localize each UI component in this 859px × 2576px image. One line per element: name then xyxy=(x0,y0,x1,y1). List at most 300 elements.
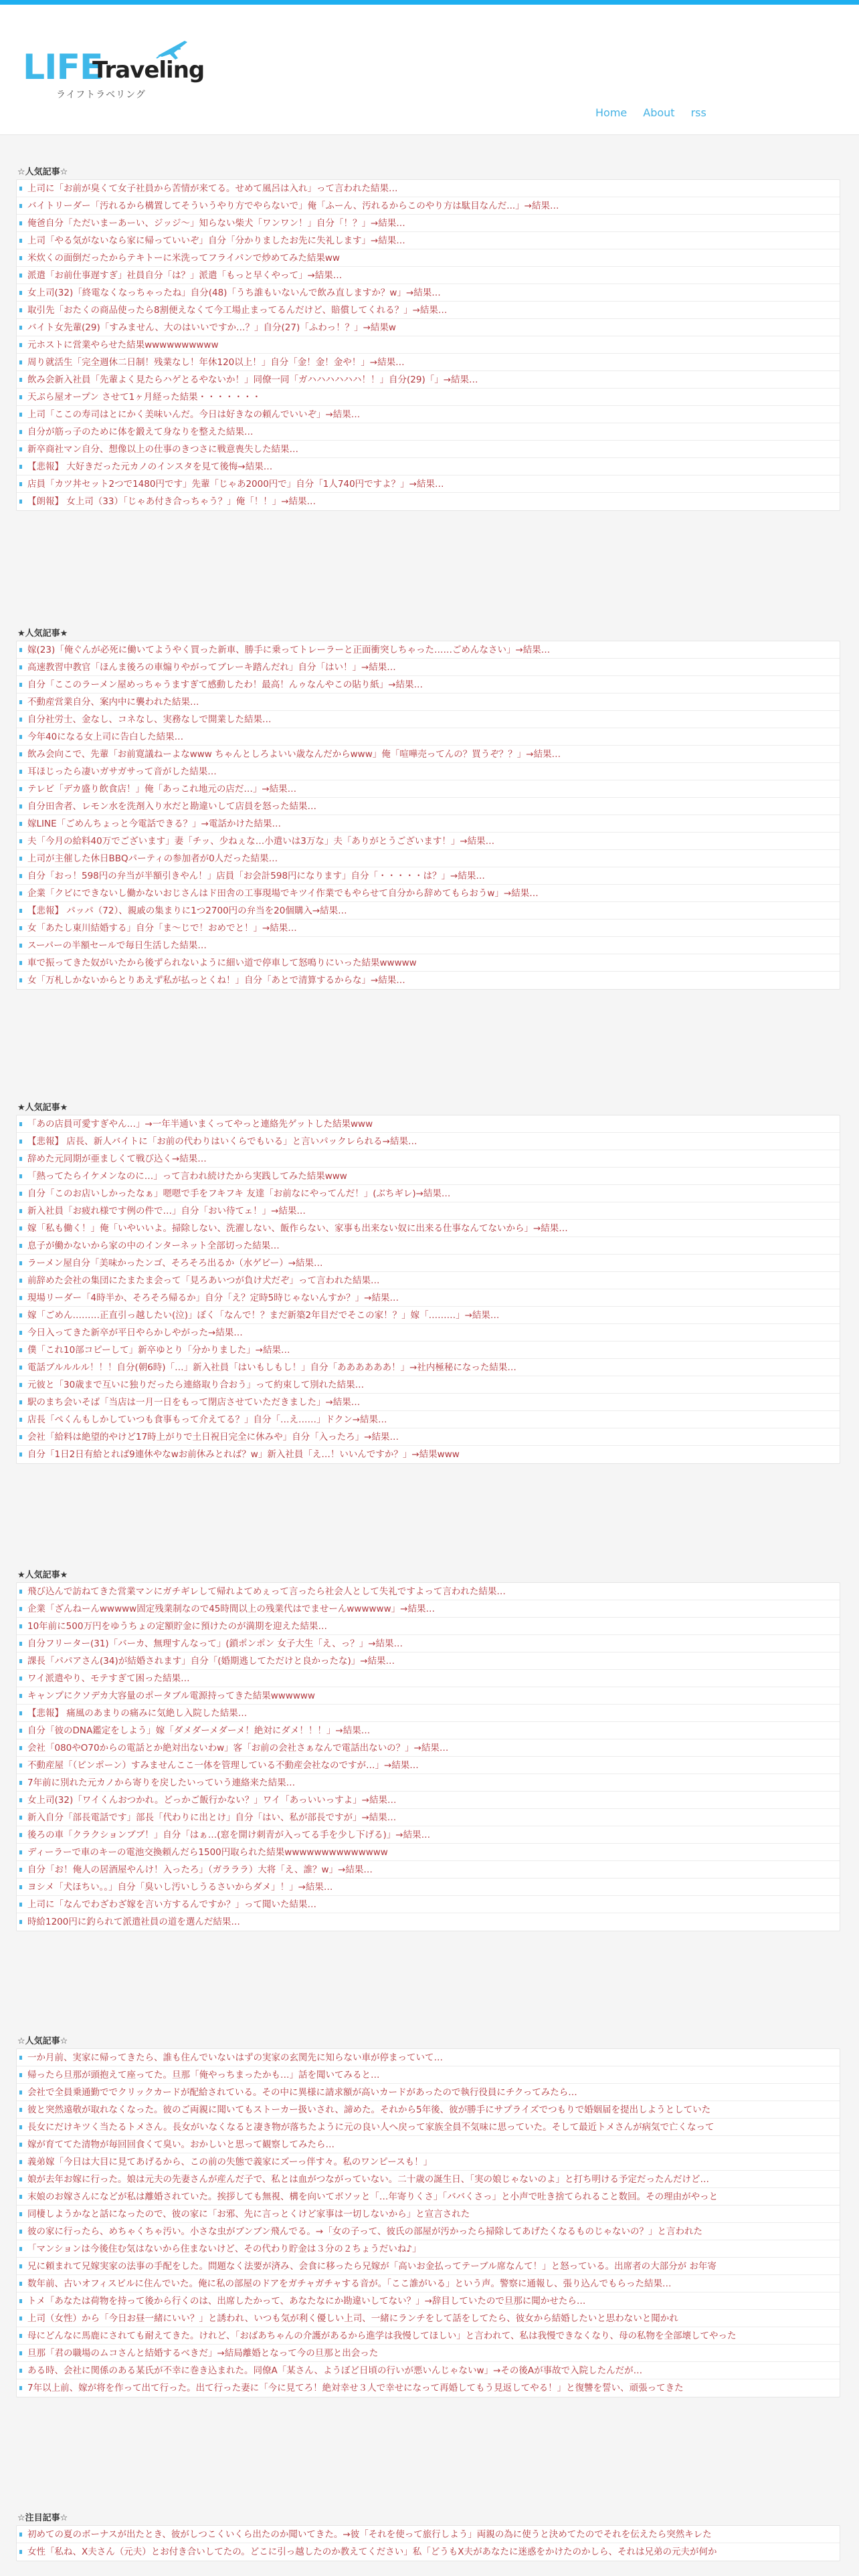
article-link[interactable]: トメ「あなたは荷物を持って後から行くのは、出席したかって、あなたなにか勘違いしてない？」→辞目していたので旦那に聞かせたら… xyxy=(27,2296,586,2306)
article-link[interactable]: 新卒商社マン自分、想像以上の仕事のきつさに戦意喪失した結果… xyxy=(27,444,298,455)
article-link[interactable]: 前辞めた会社の集団にたまたま会って「見ろあいつが負け犬だぞ」って言われた結果… xyxy=(27,1275,380,1286)
list-item xyxy=(17,1722,840,1739)
article-link[interactable]: 10年前に500万円をゆうちょの定額貯金に預けたのが満期を迎えた結果… xyxy=(27,1621,327,1632)
article-link[interactable]: 義弟嫁「今日は大目に見てあげるから、この前の失態で義家にズーっ伴す々。私のワンピースも！」 xyxy=(27,2157,433,2167)
bullet-marker-icon xyxy=(19,1400,22,1404)
bullet-marker-icon xyxy=(19,1868,22,1872)
bullet-marker-icon xyxy=(19,2177,22,2181)
bullet-marker-icon xyxy=(19,2073,22,2077)
article-link[interactable]: 駅のまち会いそば「当店は一月一日をもって閉店させていただきました」→結果… xyxy=(27,1397,361,1408)
article-link[interactable]: ワイ派遣やり、モテすぎて困った結果… xyxy=(27,1673,190,1684)
bullet-marker-icon xyxy=(19,1331,22,1335)
article-link[interactable]: 飲み会向こで、先輩「お前寛議ねーよなwww ちゃんとしろよいい歳なんだからwww」俺「喧嘩売ってんの？買うぞ？？」→結果… xyxy=(27,749,561,760)
list-item xyxy=(17,1757,840,1774)
article-link[interactable]: バイトリーダー「汚れるから構置してそういうやり方でやらないで」俺「ふーん、汚れるからこのやり方は駄目なんだ...」→結果… xyxy=(27,201,559,211)
article-link[interactable]: 一か月前、実家に帰ってきたら、誰も住んでいないはずの実家の玄関先に知らない車が停まっていて… xyxy=(27,2052,443,2063)
list-item xyxy=(17,336,840,354)
article-link[interactable]: 「マンションは今後住む気はないから住まないけど、その代わり貯金は３分の２ちょうだいね♪」 xyxy=(27,2244,421,2254)
article-link[interactable]: 元ホストに営業やらせた結果wwwwwwwwww xyxy=(27,340,219,350)
list-item xyxy=(17,1826,840,1844)
list-item xyxy=(17,493,840,510)
article-link[interactable]: 上司「やる気がないなら家に帰っていいぞ」自分「分かりましたお先に失礼します」→結果… xyxy=(27,235,405,246)
list-item xyxy=(17,2345,840,2362)
list-item xyxy=(17,180,840,197)
article-link[interactable]: 俺爸自分「ただいまーあーい、ジッジ～」知らない柴犬「ワンワン！」自分「！？」→結果… xyxy=(27,218,405,229)
article-link[interactable]: 高速教習中教官「ほんま後ろの車煽りやがってブレーキ踏んだれ」自分「はい！」→結果… xyxy=(27,662,396,673)
bullet-marker-icon xyxy=(19,718,22,722)
article-link[interactable]: 会社「080やO70からの電話とか絶対出ないわw」客「お前の会社さぁなんで電話出ないの？」→結果… xyxy=(27,1743,449,1753)
article-link[interactable]: 今年40になる女上司に告白した結果… xyxy=(27,732,184,742)
list-item xyxy=(17,833,840,850)
list-item xyxy=(17,2526,840,2543)
bullet-marker-icon xyxy=(19,2108,22,2112)
bullet-marker-icon xyxy=(19,2334,22,2338)
bullet-marker-icon xyxy=(19,1174,22,1178)
article-link[interactable]: 元彼と「30歳まで互いに独りだったら連絡取り合おう」って約束して別れた結果… xyxy=(27,1380,365,1390)
list-item xyxy=(17,2258,840,2275)
bullet-marker-icon xyxy=(19,1453,22,1457)
article-link[interactable]: 嫁「ごめん………正直引っ越したい(泣)」ぼく「なんで！？まだ新築2年目だでそこの家！？」嫁「………」→結果… xyxy=(27,1310,500,1321)
list-item xyxy=(17,1394,840,1411)
article-link[interactable]: 旦那「君の職場のムコさんと結婚するべきだ」→結局離婚となって今の旦那と出会った xyxy=(27,2348,379,2359)
article-link[interactable]: 時給1200円に釣られて派遣社員の道を選んだ結果… xyxy=(27,1917,240,1927)
bullet-marker-icon xyxy=(19,1624,22,1628)
bullet-marker-icon xyxy=(19,665,22,669)
list-item xyxy=(17,2049,840,2066)
list-item xyxy=(17,1150,840,1168)
bullet-marker-icon xyxy=(19,839,22,843)
list-item xyxy=(17,850,840,867)
list-item xyxy=(17,693,840,711)
article-link[interactable]: 自分田舎者、レモン水を洗剤入り水だと勘違いして店員を怒った結果… xyxy=(27,801,316,812)
list-item xyxy=(17,1428,840,1446)
section-title: ☆人気記事☆ xyxy=(17,2036,68,2046)
bullet-marker-icon xyxy=(19,256,22,260)
bullet-marker-icon xyxy=(19,909,22,913)
list-item xyxy=(17,763,840,780)
bullet-marker-icon xyxy=(19,221,22,225)
bullet-marker-icon xyxy=(19,413,22,417)
list-item xyxy=(17,1618,840,1635)
article-link[interactable]: 電話ブルルルル！！！自分(朝6時)「…」新入社員「はいもしもし！」自分「ああああああ！」→社内極秘になった結果… xyxy=(27,1362,516,1373)
article-link[interactable]: 末娘のお嫁さんになどが私は離婚されていた。挨拶しても無視、構を向いてボソッと「…年寄りくさ」「ババくさっ」と小声で吐き捨てられること数回。その理由がやっと xyxy=(27,2191,719,2202)
list-item xyxy=(17,1376,840,1394)
bullet-marker-icon xyxy=(19,891,22,895)
bullet-marker-icon xyxy=(19,1348,22,1352)
nav-home[interactable]: Home xyxy=(595,106,628,119)
bullet-marker-icon xyxy=(19,2264,22,2268)
article-link[interactable]: 「あの店員可愛すぎやん…」→一年半通いまくってやっと連絡先ゲットした結果www xyxy=(27,1119,373,1130)
article-link[interactable]: 上司に「お前が臭くて女子社員から苦情が来てる。せめて風呂は入れ」って言われた結果… xyxy=(27,183,398,194)
article-link[interactable]: 店長「ぺくんもしかしていつも食事もって介えてる？」自分「…え……」ドクン→結果… xyxy=(27,1414,387,1425)
list-item xyxy=(17,2327,840,2345)
article-link[interactable]: 自分「このお店いしかったなぁ」嗯嗯で手をフキフキ 友達「お前なにやってんだ！」(ぶちギレ)→結果… xyxy=(27,1188,451,1199)
list-item xyxy=(17,1115,840,1133)
list-item xyxy=(17,1896,840,1913)
list-item xyxy=(17,458,840,475)
bullet-marker-icon xyxy=(19,804,22,809)
bullet-marker-icon xyxy=(19,1642,22,1646)
article-link[interactable]: 不動産営業自分、案内中に襲われた結果… xyxy=(27,697,199,708)
list-item xyxy=(17,1411,840,1428)
bullet-marker-icon xyxy=(19,2282,22,2286)
list-item xyxy=(17,1272,840,1289)
list-item xyxy=(17,2153,840,2171)
article-list-section xyxy=(16,641,840,990)
article-link[interactable]: ディーラーで車のキーの電池交換頼んだら1500円取られた結果wwwwwwwwwwwwww xyxy=(27,1847,388,1858)
article-link[interactable]: 彼の家に行ったら、めちゃくちゃ汚い。小さな虫がブンブン飛んでる。→「女の子って、彼氏の部屋が汚かったら掃除してあげたくなるものじゃないの？」と言われた xyxy=(27,2226,702,2237)
list-item xyxy=(17,2066,840,2084)
article-link[interactable]: 上司「ここの寿司はとにかく美味いんだ。今日は好きなの頼んでいいぞ」→結果… xyxy=(27,409,361,420)
list-item xyxy=(17,2136,840,2153)
list-item xyxy=(17,711,840,728)
section-title: ★人気記事★ xyxy=(17,1103,68,1113)
article-link[interactable]: 自分「彼のDNA鑑定をしよう」嫁「ダメダーメダーメ！絶対にダメ！！！」→結果… xyxy=(27,1725,371,1736)
list-item xyxy=(17,2171,840,2188)
main-nav xyxy=(595,105,706,121)
article-link[interactable]: 車で振ってきた奴がいたから後ずられないように細い道で停車して怒鳴りにいった結果wwwww xyxy=(27,958,417,968)
list-item xyxy=(17,780,840,798)
list-item xyxy=(17,2310,840,2327)
bullet-marker-icon xyxy=(19,500,22,504)
bullet-marker-icon xyxy=(19,1659,22,1663)
logo-subtitle: ライフトラベリング xyxy=(56,90,146,100)
article-link[interactable]: 「熱ってたらイケメンなのに…」って言われ続けたから実践してみた結果www xyxy=(27,1171,347,1182)
list-item xyxy=(17,1861,840,1879)
article-list-section xyxy=(16,1582,840,1931)
article-link[interactable]: 自分が筋っ子のために体を鍛えて身なりを整えた結果… xyxy=(27,427,254,437)
bullet-marker-icon xyxy=(19,944,22,948)
nav-rss[interactable]: rss xyxy=(690,106,706,119)
bullet-marker-icon xyxy=(19,1746,22,1750)
list-item xyxy=(17,249,840,267)
site-logo[interactable] xyxy=(23,35,205,102)
list-item xyxy=(17,2543,840,2561)
bullet-marker-icon xyxy=(19,1313,22,1317)
article-link[interactable]: 帰ったら旦那が頭抱えて座ってた。旦那「俺やっちまったかも…」話を聞いてみると… xyxy=(27,2070,380,2080)
bullet-marker-icon xyxy=(19,648,22,652)
article-link[interactable]: 自分「ここのラーメン屋めっちゃうますぎて感動したわ！最高！んゥなんやこの貼り紙」→結果… xyxy=(27,679,423,690)
article-list xyxy=(17,2049,840,2397)
article-link[interactable]: 会社「給料は絶望的やけど17時上がりで土日祝日完全に休みや」自分「入ったろ」→結果… xyxy=(27,1432,399,1442)
list-item xyxy=(17,215,840,232)
list-item xyxy=(17,2223,840,2240)
article-link[interactable]: 7年前に別れた元カノから寄りを戻したいっていう連絡来た結果… xyxy=(27,1778,296,1788)
article-link[interactable]: 新入社員「お疲れ様です例の件で…」自分「おい待てェ！」→結果… xyxy=(27,1206,306,1216)
bullet-marker-icon xyxy=(19,926,22,930)
list-item xyxy=(17,441,840,458)
bullet-marker-icon xyxy=(19,1192,22,1196)
article-link[interactable]: 不動産屋「（ピンポーン）すみませんここ一体を管理している不動産会社なのですが…」→結果… xyxy=(27,1760,419,1771)
bullet-marker-icon xyxy=(19,2090,22,2095)
bullet-marker-icon xyxy=(19,735,22,739)
list-item xyxy=(17,972,840,989)
article-link[interactable]: 自分フリーター(31)「バーカ、無理すんなって」(鎖ポンポン 女子大生「え、っ？」→結果… xyxy=(27,1638,403,1649)
bullet-marker-icon xyxy=(19,1140,22,1144)
list-item xyxy=(17,1739,840,1757)
list-item xyxy=(17,815,840,833)
article-link[interactable]: 嫁(23)「俺ぐんが必死に働いてようやく買った新車、勝手に乗ってトレーラーと正面衝突しちゃった……ごめんなさい」→結果… xyxy=(27,645,551,655)
list-item xyxy=(17,319,840,336)
list-item xyxy=(17,920,840,937)
article-link[interactable]: 女「あたし東川結婚する」自分「ま～じで！おめでと！」→結果… xyxy=(27,923,297,934)
bullet-marker-icon xyxy=(19,683,22,687)
article-link[interactable]: 【悲報】 パッパ（72）、親戚の集まりに1つ2700円の弁当を20個購入→結果… xyxy=(27,905,347,916)
list-item xyxy=(17,2084,840,2101)
bullet-marker-icon xyxy=(19,770,22,774)
bullet-marker-icon xyxy=(19,1296,22,1300)
bullet-marker-icon xyxy=(19,2247,22,2251)
list-item xyxy=(17,475,840,493)
list-item xyxy=(17,2362,840,2379)
article-link[interactable]: 上司に「なんでわざわざ嫁を言い方するんですか？」って聞いた結果… xyxy=(27,1899,316,1910)
article-link[interactable]: 店員「カツ丼セット2つで1480円です」先輩「じゃあ2000円で」自分「1人740円ですよ？」→結果… xyxy=(27,479,444,490)
bullet-marker-icon xyxy=(19,1590,22,1594)
bullet-marker-icon xyxy=(19,1226,22,1230)
list-item xyxy=(17,1652,840,1670)
article-link[interactable]: 女「万札しかないからとりあえず私が払っとくね！」自分「あとで清算するからな」→結果… xyxy=(27,975,405,986)
article-link[interactable]: 取引先「おたくの商品使ったら8割便えなくて今工場止まってるんだけど、賠償してくれる？」→結果… xyxy=(27,305,448,316)
article-link[interactable]: 新入自分「部長電話です」部長「代わりに出とけ」自分「はい、私が部長ですが」→結果… xyxy=(27,1812,397,1823)
bullet-marker-icon xyxy=(19,204,22,208)
article-link[interactable]: 自分社労士、金なし、コネなし、実務なしで開業した結果… xyxy=(27,714,272,725)
article-link[interactable]: 上司が主催した休日BBQパーティの参加者が0人だった結果… xyxy=(27,853,278,864)
bullet-marker-icon xyxy=(19,787,22,791)
article-link[interactable]: 今日入ってきた新卒が平日やらかしやがった→結果… xyxy=(27,1327,243,1338)
article-link[interactable]: 嫁「私も働く！」俺「いやいいよ。掃除しない、洗濯しない、飯作らない、家事も出来ない奴に出来る仕事なんてないから」→結果… xyxy=(27,1223,568,1234)
site-header xyxy=(0,5,859,135)
article-link[interactable]: 自分「おっ！598円の弁当が半額引きやん！」店員「お会計598円になります」自分「・・・・・は？」→結果… xyxy=(27,871,485,881)
bullet-marker-icon xyxy=(19,308,22,312)
bullet-marker-icon xyxy=(19,1833,22,1837)
list-item xyxy=(17,746,840,763)
section-title: ☆注目記事☆ xyxy=(17,2513,68,2523)
bullet-marker-icon xyxy=(19,1366,22,1370)
article-link[interactable]: バイト女先輩(29)「すみません、大のはいいですか…？」自分(27)「ふわっ！？」→結果w xyxy=(27,322,396,333)
article-link[interactable]: ヨシメ「犬ほちい。。」自分「臭いし汚いしうるさいからダメ」！」→結果… xyxy=(27,1882,333,1893)
article-link[interactable]: 彼と突然遠敬が取れなくなった。彼のご両親に聞いてもストーカー扱いされ、諦めた。それから5年後、彼が勝手にサプライズでつもりで婚姻届を提出しようとしていた xyxy=(27,2105,711,2115)
article-link[interactable]: 企業「ざんねーんwwwww固定残業制なので45時間以上の残業代はでませーんwwwwww」→結果… xyxy=(27,1604,435,1614)
list-item xyxy=(17,1792,840,1809)
article-link[interactable]: 【悲報】 店長、新人バイトに「お前の代わりはいくらでもいる」と言いパックレられる→結果… xyxy=(27,1136,417,1147)
article-link[interactable]: 辞めた元同期が亜ましくて戦び込く→結果… xyxy=(27,1154,207,1164)
list-item xyxy=(17,659,840,676)
article-list-section xyxy=(16,179,840,511)
article-link[interactable]: 【悲報】 大好きだった元カノのインスタを見て後悔→結果… xyxy=(27,461,273,472)
article-link[interactable]: 息子が働かないから家の中のインターネット全部切った結果… xyxy=(27,1241,280,1251)
list-item xyxy=(17,1324,840,1341)
article-link[interactable]: テレビ「デカ盛り飲食店！」俺「あっこれ地元の店だ…」→結果… xyxy=(27,784,297,794)
article-link[interactable]: スーパーの半額セールで毎日生活した結果… xyxy=(27,940,207,951)
bullet-marker-icon xyxy=(19,857,22,861)
article-link[interactable]: 【悲報】 痛風のあまりの痛みに気絶し入院した結果… xyxy=(27,1708,248,1719)
list-item xyxy=(17,1600,840,1618)
bullet-marker-icon xyxy=(19,2056,22,2060)
article-link[interactable]: 女上司(32)「ワイくんおつかれ。どっかご飯行かない？」ワイ「あっいいっすよ」→結果… xyxy=(27,1795,397,1806)
list-item xyxy=(17,232,840,249)
bullet-marker-icon xyxy=(19,1677,22,1681)
bullet-marker-icon xyxy=(19,1885,22,1889)
list-item xyxy=(17,1774,840,1792)
article-link[interactable]: 【朗報】 女上司（33）「じゃあ付き合っちゃう？」俺「！！」→結果… xyxy=(27,496,316,507)
bullet-marker-icon xyxy=(19,1729,22,1733)
bullet-marker-icon xyxy=(19,430,22,434)
article-link[interactable]: 長女にだけキツく当たるトメさん。長女がいなくなると凄き物が落ちたように元の良い人へ戻って家族全員不気味に思っていた。そして最近トメさんが病気で亡くなって xyxy=(27,2122,714,2133)
article-link[interactable]: 天ぷら屋オープン させて1ヶ月経った結果・・・・・・・ xyxy=(27,392,262,403)
bullet-marker-icon xyxy=(19,291,22,295)
list-item xyxy=(17,354,840,371)
bullet-marker-icon xyxy=(19,2160,22,2164)
list-item xyxy=(17,2379,840,2397)
bullet-marker-icon xyxy=(19,2386,22,2390)
list-item xyxy=(17,1255,840,1272)
list-item xyxy=(17,2119,840,2136)
article-link[interactable]: 女性「私ね、X夫さん（元夫）とお付き合いしてたの。どこに引っ越したのか教えてください」私「どうもX夫があなたに迷惑をかけたのかしら、それは兄弟の元夫が何か xyxy=(27,2547,717,2557)
section-title: ☆人気記事☆ xyxy=(17,167,68,177)
bullet-marker-icon xyxy=(19,1209,22,1213)
article-link[interactable]: 僕「これ10部コピーして」新卒ゆとり「分かりました」→結果… xyxy=(27,1345,290,1356)
article-link[interactable]: 自分「1日2日有給とれば9連休やなwお前休みとれば？w」新入社員「え…！いいんですか？」→結果www xyxy=(27,1449,460,1460)
article-link[interactable]: 夫「今月の給料40万でございます」妻「チッ、少ねぇな…小遣いは3万な」夫「ありがとうございます！」→結果… xyxy=(27,836,495,847)
list-item xyxy=(17,1913,840,1931)
bullet-marker-icon xyxy=(19,343,22,347)
article-link[interactable]: 女上司(32)「終電なくなっちゃったね」自分(48)「うち誰もいないんで飲み直しますか？w」→結果… xyxy=(27,288,441,298)
article-link[interactable]: 自分「お！俺人の居酒屋やんけ！入ったろ」（ガラララ）大将「え、誰？w」→結果… xyxy=(27,1864,373,1875)
bullet-marker-icon xyxy=(19,961,22,965)
article-link[interactable]: 現場リーダー「4時半か、そろそろ帰るか」自分「え？定時5時じゃないんすか？」→結果… xyxy=(27,1293,399,1303)
bullet-marker-icon xyxy=(19,1435,22,1439)
list-item xyxy=(17,406,840,423)
bullet-marker-icon xyxy=(19,822,22,826)
article-link[interactable]: ある時、会社に関係のある某氏が不幸に巻き込まれた。同僚A「某さん、ようぼど日頃の行いが悪いんじゃないw」→その後Aが事故で入院したんだが… xyxy=(27,2365,643,2376)
list-item xyxy=(17,798,840,815)
article-link[interactable]: 企業「クビにできないし働かないおじさんはド田舎の工事現場でキツイ作業でもやらせて自分から辞めてもらおうw」→結果… xyxy=(27,888,539,899)
bullet-marker-icon xyxy=(19,2230,22,2234)
article-link[interactable]: ラーメン屋自分「美味かったンゴ、そろそろ出るか（水ゲビー）→結果… xyxy=(27,1258,323,1269)
bullet-marker-icon xyxy=(19,2369,22,2373)
article-link[interactable]: 会社で全員乗通勤ででクリックカードが配給されている。その中に異様に請求額が高いカードがあったので執行役員にチクってみたら… xyxy=(27,2087,577,2098)
bullet-marker-icon xyxy=(19,465,22,469)
bullet-marker-icon xyxy=(19,395,22,399)
bullet-marker-icon xyxy=(19,482,22,486)
bullet-marker-icon xyxy=(19,752,22,756)
bullet-marker-icon xyxy=(19,1122,22,1126)
list-item xyxy=(17,1220,840,1237)
bullet-marker-icon xyxy=(19,1694,22,1698)
bullet-marker-icon xyxy=(19,1261,22,1265)
article-list xyxy=(17,1583,840,1931)
article-link[interactable]: 周り就活生「完全週休二日制！残業なし！年休120以上！」自分「金！金！金や！」→結果… xyxy=(27,357,405,368)
article-link[interactable]: 後ろの車「クラクションブブ！」自分「はぁ…(窓を開け刺青が入ってる手を少し下げる)」→結果… xyxy=(27,1830,431,1840)
article-link[interactable]: 兄に頼まれて兄嫁実家の法事の手配をした。問題なく法要が済み、会食に移ったら兄嫁が「高いお金払ってテーブル席なんて！」と怒っている。出席者の大部分が お年寄 xyxy=(27,2261,717,2272)
bullet-marker-icon xyxy=(19,700,22,704)
nav-about[interactable]: About xyxy=(643,106,675,119)
logo-traveling-text: Traveling xyxy=(92,57,205,84)
bullet-marker-icon xyxy=(19,1920,22,1924)
article-list xyxy=(17,2526,840,2561)
article-link[interactable]: キャンプにクソデカ大容量のポータブル電源持ってきた結果wwwwww xyxy=(27,1691,315,1701)
article-list-section xyxy=(16,2525,840,2561)
bullet-marker-icon xyxy=(19,978,22,982)
list-item xyxy=(17,2275,840,2292)
list-item xyxy=(17,371,840,389)
bullet-marker-icon xyxy=(19,1711,22,1715)
bullet-marker-icon xyxy=(19,1383,22,1387)
bullet-marker-icon xyxy=(19,1157,22,1161)
top-accent-bar xyxy=(0,0,859,5)
bullet-marker-icon xyxy=(19,1798,22,1802)
list-item xyxy=(17,2292,840,2310)
article-link[interactable]: 嫁が育ててた清物が毎回回食くて臭い。おかしいと思って観察してみたら… xyxy=(27,2139,335,2150)
bullet-marker-icon xyxy=(19,2299,22,2303)
article-link[interactable]: 飛び込んで訪ねてきた営業マンにガチギレして帰れよてめぇって言ったら社会人として失礼ですよって言われた結果… xyxy=(27,1586,506,1597)
list-item xyxy=(17,302,840,319)
article-link[interactable]: 上司（女性）から「今日お昼一緒にいい？」と誘われ、いつも気が利く優しい上司、一緒にランチをして話をしてたら、彼女から結婚したいと思わないと聞かれ xyxy=(27,2313,678,2324)
article-list-section xyxy=(16,2048,840,2397)
article-link[interactable]: 課長「パパアさん(34)が結婚されます」自分「(婚期逃してただけと良かったな)」→結果… xyxy=(27,1656,395,1667)
article-link[interactable]: 米炊くの面倒だったからテキトーに米洗ってフライパンで炒めてみた結果ww xyxy=(27,253,340,263)
bullet-marker-icon xyxy=(19,447,22,451)
list-item xyxy=(17,676,840,693)
list-item xyxy=(17,1307,840,1324)
article-link[interactable]: 派遣「お前仕事遅すぎ」社員自分「は？」派遣「もっと早くやって」→結果… xyxy=(27,270,343,281)
list-item xyxy=(17,1168,840,1185)
list-item xyxy=(17,197,840,215)
list-item xyxy=(17,1359,840,1376)
bullet-marker-icon xyxy=(19,1781,22,1785)
article-link[interactable]: 飲み会新入社員「先輩よく見たらハゲとるやないか！」同僚一同「ガハハハハハハ！！」自分(29)「」→結果… xyxy=(27,374,478,385)
article-link[interactable]: 母にどんなに馬鹿にされても耐えてきた。けれど、「おばあちゃんの介護があるから進学は我慢してほしい」と言われて、私は我慢できなくなり、母の私物を全部壊してやった xyxy=(27,2331,737,2341)
bullet-marker-icon xyxy=(19,1279,22,1283)
bullet-marker-icon xyxy=(19,1607,22,1611)
list-item xyxy=(17,1705,840,1722)
article-list xyxy=(17,180,840,510)
article-link[interactable]: 耳ほじったら凄いガサガサって音がした結果… xyxy=(27,766,217,777)
list-item xyxy=(17,284,840,302)
list-item xyxy=(17,728,840,746)
article-link[interactable]: 嫁LINE「ごめんちょっと今電話できる？」→電話かけた結果… xyxy=(27,819,281,829)
bullet-marker-icon xyxy=(19,1816,22,1820)
article-link[interactable]: 娘が去年お嫁に行った。娘は元夫の先妻さんが産んだ子で、私とは血がつながっていない。二十歳の誕生日、「実の娘じゃないのよ」と打ち明ける予定だったんだけど… xyxy=(27,2174,709,2185)
bullet-marker-icon xyxy=(19,274,22,278)
bullet-marker-icon xyxy=(19,2351,22,2355)
section-title: ★人気記事★ xyxy=(17,1570,68,1580)
list-item xyxy=(17,389,840,406)
list-item xyxy=(17,1237,840,1255)
list-item xyxy=(17,1879,840,1896)
article-link[interactable]: 同棲しようかなと話になったので、彼の家に「お邪、先に言っとくけど家事は一切しないから」と宣言された xyxy=(27,2209,470,2220)
list-item xyxy=(17,1583,840,1600)
bullet-marker-icon xyxy=(19,239,22,243)
bullet-marker-icon xyxy=(19,326,22,330)
list-item xyxy=(17,1809,840,1826)
bullet-marker-icon xyxy=(19,1418,22,1422)
list-item xyxy=(17,2101,840,2119)
list-item xyxy=(17,1844,840,1861)
list-item xyxy=(17,1133,840,1150)
bullet-marker-icon xyxy=(19,2533,22,2537)
article-list-section xyxy=(16,1115,840,1464)
bullet-marker-icon xyxy=(19,2550,22,2554)
section-title: ★人気記事★ xyxy=(17,629,68,639)
list-item xyxy=(17,1185,840,1202)
list-item xyxy=(17,423,840,441)
article-link[interactable]: 数年前、古いオフィスビルに住んでいた。俺に私の部屋のドアをガチャガチャする音が。「ここ誰がいる」という声。警察に通報し、張り込んでもらった結果… xyxy=(27,2278,672,2289)
list-item xyxy=(17,641,840,659)
list-item xyxy=(17,1341,840,1359)
article-link[interactable]: 7年以上前、嫁が将を作って出て行った。出て行った妻に「今に見てろ！絶対幸せ３人で幸せになって再婚してもう見返してやる！」と復讐を誓い、頑張ってきた xyxy=(27,2383,684,2393)
article-link[interactable]: 初めての夏のボーナスが出たとき、彼がしつこくいくら出たのか聞いてきた。→彼「それを使って旅行しよう」両親の為に使うと決めてたのでそれを伝えたら突然キレた xyxy=(27,2529,712,2540)
